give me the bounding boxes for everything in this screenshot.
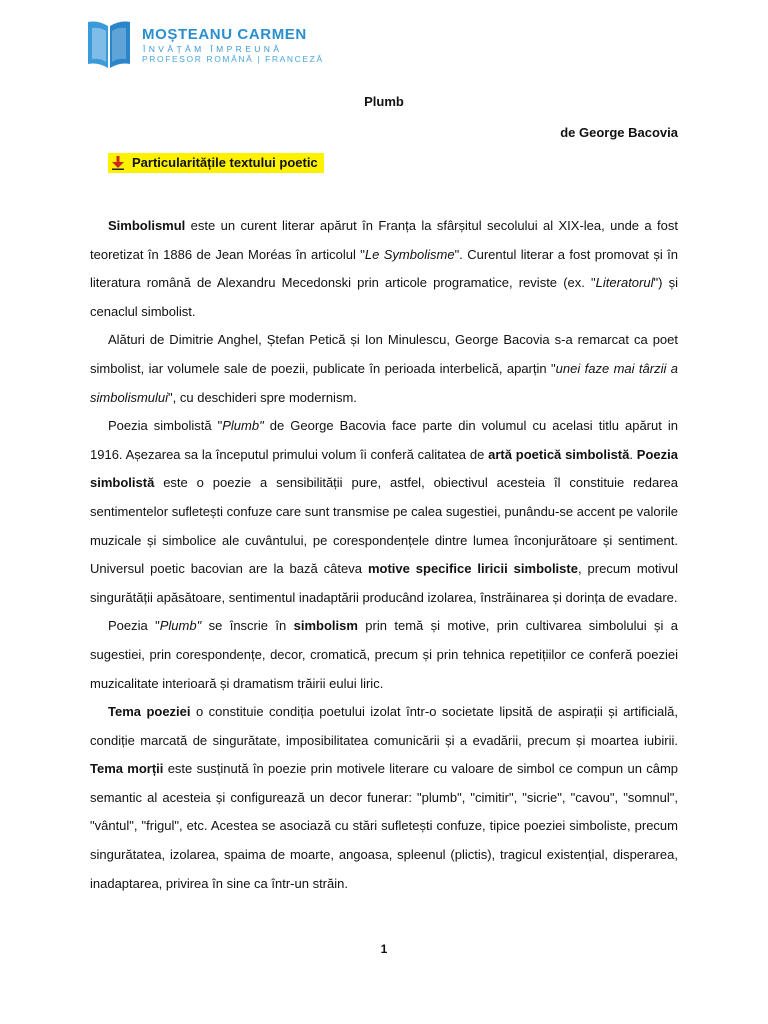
text-run: . bbox=[629, 446, 637, 462]
section-heading bbox=[108, 153, 324, 173]
italic-text: Le Symbolisme bbox=[364, 246, 455, 262]
paragraph bbox=[90, 612, 678, 698]
text-run: este o poezie a sensibilității pure, astfel, obiectivul acesteia îl constituie redarea sentimentelor sufletești confuze care sunt transmise pe calea sugestiei, punându-se accent pe valorile muzicale și simbolice ale cuvântului, pe corespondențele dintre lumea înconjurătoare și sentiment. Universul poetic bacovian are la bază câteva bbox=[90, 475, 678, 577]
text-run: ". Curentul literar a fost promovat și în literatura română de Alexandru Mecedonski prin articole programatice, reviste (ex. " bbox=[90, 246, 678, 291]
page-title: Plumb bbox=[364, 94, 404, 109]
brand-header bbox=[86, 18, 346, 74]
italic-text: Plumb" bbox=[159, 618, 202, 634]
text-run: de George Bacovia face parte din volumul cu acelasi titlu apărut in 1916. Așezarea sa la începutul primului volum îi conferă calitatea de bbox=[90, 418, 678, 462]
page-number: 1 bbox=[380, 942, 388, 956]
text-run: , precum motivul singurătății apăsătoare, sentimentul inadaptării producând izolarea, înstrăinarea și dorința de evadare. bbox=[90, 561, 678, 605]
italic-text: Literatorul bbox=[595, 275, 654, 291]
text-run: este un curent literar apărut în Franța la sfârșitul secolului al XIX-lea, unde a fost teoretizat în 1886 de Jean Moréas în articolul " bbox=[90, 218, 678, 262]
bold-text: artă poetică simbolistă bbox=[488, 446, 630, 462]
down-arrow-icon bbox=[108, 153, 128, 173]
italic-text: unei faze mai târzii a simbolismului bbox=[90, 360, 678, 405]
text-run: este susținută în poezie prin motivele literare cu valoare de simbol ce compun un câmp semantic al acesteia și configurează un decor funerar: "plumb", "cimitir", "sicrie", "cavou", "somnul", "vântul", "frigul", etc. Acestea se asociază cu stări sufletești confuze, tipice poeziei simboliste, precum singurătatea, izolarea, spaima de moarte, angoasa, spleenul (plictis), tragicul existențial, disperarea, inadaptarea, privirea în sine ca într-un străin. bbox=[90, 761, 679, 891]
text-run: se înscrie în bbox=[201, 618, 294, 634]
open-book-shield-icon bbox=[86, 18, 132, 72]
text-run: ") și cenaclul simbolist. bbox=[90, 275, 678, 319]
paragraph bbox=[90, 412, 678, 612]
bold-text: Tema poeziei bbox=[108, 704, 191, 720]
brand-name: MOȘTEANU CARMEN bbox=[142, 26, 307, 43]
bold-text: Poezia simbolistă bbox=[90, 446, 678, 491]
brand-tagline: ÎNVĂȚĂM ÎMPREUNĂ bbox=[143, 44, 283, 54]
italic-text: Plumb" bbox=[222, 418, 264, 434]
paragraph bbox=[90, 326, 678, 412]
section-heading-text: Particularitățile textului poetic bbox=[128, 153, 324, 173]
text-run: o constituie condiția poetului izolat într-o societate lipsită de aspirații și artificială, condiție marcată de singurătate, imposibilitatea comunicării și a evadării, precum și moartea iubirii. bbox=[90, 704, 678, 748]
bold-text: Tema morții bbox=[90, 761, 164, 777]
paragraph bbox=[90, 212, 678, 326]
text-run: ", cu deschideri spre modernism. bbox=[168, 389, 357, 405]
bold-text: simbolism bbox=[293, 618, 358, 634]
bold-text: Simbolismul bbox=[108, 218, 186, 233]
document-body bbox=[90, 212, 678, 898]
text-run: Alături de Dimitrie Anghel, Ștefan Petică și Ion Minulescu, George Bacovia s-a remarcat ca poet simbolist, iar volumele sale de poezii, publicate în perioada interbelică, aparțin " bbox=[90, 332, 678, 376]
text-run: prin temă și motive, prin cultivarea simbolului și a sugestiei, prin corespondențe, decor, cromatică, precum și prin tehnica repetițiilor ce conferă poeziei muzicalitate interioară și dramatism trăirii eului liric. bbox=[90, 618, 678, 691]
text-run: Poezia simbolistă " bbox=[108, 418, 223, 434]
text-run: Poezia " bbox=[108, 618, 160, 634]
bold-text: motive specifice liricii simboliste bbox=[367, 561, 578, 577]
brand-role: PROFESOR ROMÂNĂ | FRANCEZĂ bbox=[142, 54, 324, 64]
author-line: de George Bacovia bbox=[560, 125, 678, 140]
paragraph bbox=[90, 698, 678, 898]
